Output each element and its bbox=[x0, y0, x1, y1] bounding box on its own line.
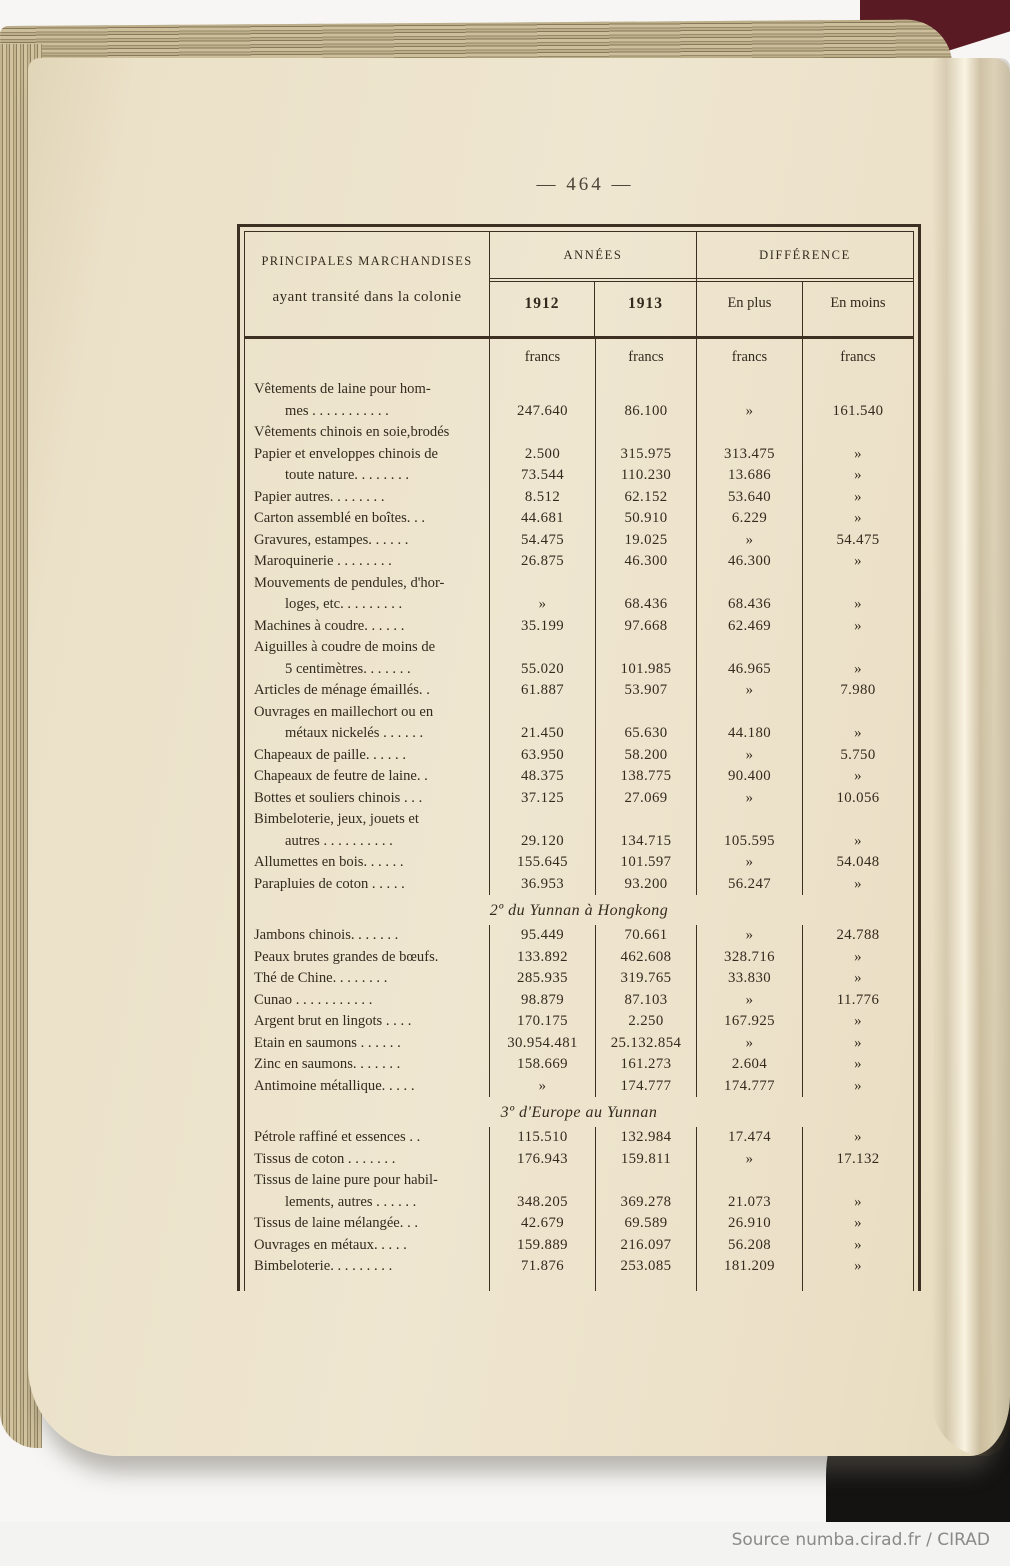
value-1913: 46.300 bbox=[596, 551, 697, 573]
value-1912: 155.645 bbox=[490, 852, 596, 874]
value-en-moins: » bbox=[854, 1258, 862, 1274]
value-en-moins: 10.056 bbox=[836, 789, 880, 806]
value-1912: 71.876 bbox=[490, 1256, 596, 1278]
header-years-title: ANNÉES bbox=[563, 247, 623, 262]
value-en-plus: 90.400 bbox=[697, 766, 803, 788]
row-label: Argent brut en lingots . . . . bbox=[245, 1011, 490, 1033]
table-bottom-spacer bbox=[596, 1278, 697, 1291]
value-1912 bbox=[490, 379, 596, 401]
row-label: Tissus de laine pure pour habil- bbox=[245, 1170, 490, 1192]
header-en-moins: En moins bbox=[830, 295, 886, 311]
value-en-moins: 7.980 bbox=[840, 682, 876, 698]
unit-cell-moins: francs bbox=[840, 349, 876, 365]
value-1912: 29.120 bbox=[490, 831, 596, 853]
row-label: Carton assemblé en boîtes. . . bbox=[245, 508, 490, 530]
table-bottom-spacer bbox=[490, 1278, 596, 1291]
row-label: Papier autres. . . . . . . . bbox=[245, 487, 490, 509]
value-1912: 158.669 bbox=[490, 1054, 596, 1076]
value-1912: 37.125 bbox=[490, 788, 596, 810]
value-en-moins: » bbox=[854, 725, 862, 741]
row-label: Gravures, estampes. . . . . . bbox=[245, 530, 490, 552]
value-en-plus: 13.686 bbox=[697, 465, 803, 487]
value-1912 bbox=[490, 1170, 596, 1192]
value-en-plus: 68.436 bbox=[697, 594, 803, 616]
value-1912: 61.887 bbox=[490, 680, 596, 702]
row-label: Allumettes en bois. . . . . . bbox=[245, 852, 490, 874]
value-1912: » bbox=[490, 594, 596, 616]
value-en-moins: 161.540 bbox=[832, 402, 884, 419]
value-1913: 93.200 bbox=[596, 874, 697, 896]
value-en-plus bbox=[697, 702, 803, 724]
value-1913: 315.975 bbox=[596, 444, 697, 466]
value-en-moins: » bbox=[854, 445, 862, 462]
page-fold bbox=[932, 58, 1010, 1456]
table-bottom-spacer bbox=[697, 1278, 803, 1291]
value-1913: 69.589 bbox=[596, 1213, 697, 1235]
value-en-plus: 62.469 bbox=[697, 616, 803, 638]
value-1912: 36.953 bbox=[490, 874, 596, 896]
value-en-moins: » bbox=[854, 596, 862, 612]
bottom-strip bbox=[0, 1522, 1010, 1566]
value-1913 bbox=[596, 422, 697, 444]
value-1913: 101.985 bbox=[596, 659, 697, 681]
value-1913 bbox=[596, 573, 697, 595]
row-label: Cunao . . . . . . . . . . . bbox=[245, 990, 490, 1012]
value-en-moins: 54.475 bbox=[836, 531, 880, 548]
value-1912: 35.199 bbox=[490, 616, 596, 638]
value-en-plus bbox=[697, 379, 803, 401]
value-en-moins: » bbox=[854, 488, 862, 505]
unit-cell-plus: francs bbox=[697, 339, 803, 379]
value-en-moins: » bbox=[854, 1215, 862, 1231]
value-1912 bbox=[490, 637, 596, 659]
value-1912: 8.512 bbox=[490, 487, 596, 509]
book-page bbox=[28, 58, 1010, 1456]
header-merchandise-line2: ayant transité dans la colonie bbox=[272, 289, 462, 305]
value-en-plus: 181.209 bbox=[697, 1256, 803, 1278]
row-label: Ouvrages en maillechort ou en bbox=[245, 702, 490, 724]
header-merchandise bbox=[245, 232, 490, 336]
row-label: Ouvrages en métaux. . . . . bbox=[245, 1235, 490, 1257]
value-en-moins bbox=[803, 809, 913, 831]
value-1913: 68.436 bbox=[596, 594, 697, 616]
value-en-plus: » bbox=[697, 745, 803, 767]
value-1913: 462.608 bbox=[596, 947, 697, 969]
row-label: loges, etc. . . . . . . . . bbox=[245, 594, 490, 616]
value-en-plus: 21.073 bbox=[697, 1192, 803, 1214]
value-en-moins: » bbox=[854, 1193, 862, 1210]
value-1913: 25.132.854 bbox=[596, 1033, 697, 1055]
value-en-plus: 328.716 bbox=[697, 947, 803, 969]
value-en-plus: 17.474 bbox=[697, 1127, 803, 1149]
value-en-plus: 167.925 bbox=[697, 1011, 803, 1033]
row-label: Pétrole raffiné et essences . . bbox=[245, 1127, 490, 1149]
row-label: Maroquinerie . . . . . . . . bbox=[245, 551, 490, 573]
header-difference-group bbox=[696, 232, 913, 336]
value-1912 bbox=[490, 702, 596, 724]
header-merchandise-line1: PRINCIPALES MARCHANDISES bbox=[261, 254, 473, 268]
value-en-plus bbox=[697, 637, 803, 659]
value-1912 bbox=[490, 422, 596, 444]
row-label: Thé de Chine. . . . . . . . bbox=[245, 968, 490, 990]
value-en-plus: » bbox=[697, 852, 803, 874]
value-1913: 53.907 bbox=[596, 680, 697, 702]
value-1913 bbox=[596, 379, 697, 401]
value-en-plus: 44.180 bbox=[697, 723, 803, 745]
value-en-plus bbox=[697, 573, 803, 595]
header-year-1912: 1912 bbox=[490, 282, 595, 336]
unit-cell-empty bbox=[245, 339, 490, 379]
row-label: Parapluies de coton . . . . . bbox=[245, 874, 490, 896]
value-1913: 50.910 bbox=[596, 508, 697, 530]
value-1913: 70.661 bbox=[596, 925, 697, 947]
row-label: Tissus de laine mélangée. . . bbox=[245, 1213, 490, 1235]
value-1913: 138.775 bbox=[596, 766, 697, 788]
value-1912: » bbox=[490, 1076, 596, 1098]
value-en-moins: » bbox=[854, 970, 862, 986]
value-en-moins bbox=[803, 702, 913, 724]
value-1912: 170.175 bbox=[490, 1011, 596, 1033]
value-en-plus: 46.300 bbox=[697, 551, 803, 573]
value-en-plus: 6.229 bbox=[697, 508, 803, 530]
section-title: 3º d'Europe au Yunnan bbox=[500, 1104, 658, 1121]
value-1912: 133.892 bbox=[490, 947, 596, 969]
value-1912: 2.500 bbox=[490, 444, 596, 466]
row-label: Mouvements de pendules, d'hor- bbox=[245, 573, 490, 595]
value-en-moins: » bbox=[854, 617, 862, 634]
value-1912 bbox=[490, 573, 596, 595]
value-en-plus: 174.777 bbox=[697, 1076, 803, 1098]
value-1913: 19.025 bbox=[596, 530, 697, 552]
value-1912: 98.879 bbox=[490, 990, 596, 1012]
value-en-moins bbox=[803, 1170, 913, 1192]
value-en-plus: » bbox=[697, 990, 803, 1012]
value-1912: 115.510 bbox=[490, 1127, 596, 1149]
value-1912: 159.889 bbox=[490, 1235, 596, 1257]
value-1912: 348.205 bbox=[490, 1192, 596, 1214]
value-1913: 97.668 bbox=[596, 616, 697, 638]
value-en-plus bbox=[697, 422, 803, 444]
value-1913: 253.085 bbox=[596, 1256, 697, 1278]
value-1913: 86.100 bbox=[596, 401, 697, 423]
row-label: Bimbeloterie, jeux, jouets et bbox=[245, 809, 490, 831]
row-label: Aiguilles à coudre de moins de bbox=[245, 637, 490, 659]
transit-table bbox=[237, 224, 921, 1291]
value-en-moins: » bbox=[854, 467, 862, 483]
value-en-plus: 2.604 bbox=[697, 1054, 803, 1076]
value-en-plus: 53.640 bbox=[697, 487, 803, 509]
value-1913: 101.597 bbox=[596, 852, 697, 874]
row-label: Zinc en saumons. . . . . . . bbox=[245, 1054, 490, 1076]
value-1913: 27.069 bbox=[596, 788, 697, 810]
value-1912: 44.681 bbox=[490, 508, 596, 530]
row-label: Papier et enveloppes chinois de bbox=[245, 444, 490, 466]
value-1913 bbox=[596, 637, 697, 659]
row-label: Antimoine métallique. . . . . bbox=[245, 1076, 490, 1098]
value-1912: 21.450 bbox=[490, 723, 596, 745]
value-1912: 30.954.481 bbox=[490, 1033, 596, 1055]
value-en-plus: » bbox=[697, 925, 803, 947]
row-label: métaux nickelés . . . . . . bbox=[245, 723, 490, 745]
header-difference-title: DIFFÉRENCE bbox=[759, 247, 851, 262]
source-credit: Source numba.cirad.fr / CIRAD bbox=[731, 1530, 990, 1550]
value-1913: 161.273 bbox=[596, 1054, 697, 1076]
value-en-moins: 54.048 bbox=[836, 854, 880, 870]
value-1913: 134.715 bbox=[596, 831, 697, 853]
value-1912: 55.020 bbox=[490, 659, 596, 681]
value-en-plus: » bbox=[697, 530, 803, 552]
value-en-plus: » bbox=[697, 788, 803, 810]
section-title: 2º du Yunnan à Hongkong bbox=[489, 902, 669, 919]
value-en-moins: » bbox=[854, 510, 862, 526]
value-1912: 73.544 bbox=[490, 465, 596, 487]
value-1912: 285.935 bbox=[490, 968, 596, 990]
value-1913 bbox=[596, 702, 697, 724]
value-en-plus: 33.830 bbox=[697, 968, 803, 990]
row-label: mes . . . . . . . . . . . bbox=[245, 401, 490, 423]
value-en-moins bbox=[803, 379, 913, 401]
value-en-plus bbox=[697, 1170, 803, 1192]
value-en-moins: » bbox=[854, 948, 862, 965]
value-1913: 2.250 bbox=[596, 1011, 697, 1033]
header-en-plus: En plus bbox=[697, 282, 803, 336]
value-en-moins: » bbox=[854, 1056, 862, 1072]
value-en-plus: » bbox=[697, 1033, 803, 1055]
value-1912: 54.475 bbox=[490, 530, 596, 552]
value-1913: 174.777 bbox=[596, 1076, 697, 1098]
value-en-plus: 56.208 bbox=[697, 1235, 803, 1257]
value-en-moins: » bbox=[854, 1129, 862, 1145]
value-en-plus: 56.247 bbox=[697, 874, 803, 896]
value-1913: 87.103 bbox=[596, 990, 697, 1012]
row-label: Chapeaux de feutre de laine. . bbox=[245, 766, 490, 788]
value-en-moins bbox=[803, 573, 913, 595]
row-label: lements, autres . . . . . . bbox=[245, 1192, 490, 1214]
value-1913: 369.278 bbox=[596, 1192, 697, 1214]
value-en-plus: 26.910 bbox=[697, 1213, 803, 1235]
value-1913: 216.097 bbox=[596, 1235, 697, 1257]
row-label: Vêtements chinois en soie,brodés bbox=[245, 422, 490, 444]
value-1913 bbox=[596, 809, 697, 831]
value-en-plus: » bbox=[697, 401, 803, 423]
value-en-moins bbox=[803, 637, 913, 659]
row-label: 5 centimètres. . . . . . . bbox=[245, 659, 490, 681]
row-label: Bottes et souliers chinois . . . bbox=[245, 788, 490, 810]
row-label: Machines à coudre. . . . . . bbox=[245, 616, 490, 638]
table-bottom-spacer bbox=[803, 1278, 913, 1291]
value-en-plus: 46.965 bbox=[697, 659, 803, 681]
value-en-moins: 24.788 bbox=[836, 927, 880, 943]
page-number: — 464 — bbox=[536, 174, 634, 195]
value-en-moins: » bbox=[854, 1236, 862, 1253]
value-1913: 110.230 bbox=[596, 465, 697, 487]
value-1912: 63.950 bbox=[490, 745, 596, 767]
transit-table-grid bbox=[245, 232, 913, 1291]
value-1913: 159.811 bbox=[596, 1149, 697, 1171]
value-en-moins: » bbox=[854, 1013, 862, 1029]
value-en-moins: » bbox=[854, 832, 862, 849]
value-en-moins: 5.750 bbox=[840, 746, 876, 763]
value-1912: 95.449 bbox=[490, 925, 596, 947]
value-1913: 58.200 bbox=[596, 745, 697, 767]
value-en-plus: » bbox=[697, 680, 803, 702]
row-label: Articles de ménage émaillés. . bbox=[245, 680, 490, 702]
table-bottom-spacer bbox=[245, 1278, 490, 1291]
row-label: Peaux brutes grandes de bœufs. bbox=[245, 947, 490, 969]
row-label: autres . . . . . . . . . . bbox=[245, 831, 490, 853]
value-1913 bbox=[596, 1170, 697, 1192]
row-label: toute nature. . . . . . . . bbox=[245, 465, 490, 487]
unit-cell-1912: francs bbox=[490, 339, 596, 379]
value-1912: 247.640 bbox=[490, 401, 596, 423]
row-label: Bimbeloterie. . . . . . . . . bbox=[245, 1256, 490, 1278]
value-1912 bbox=[490, 809, 596, 831]
value-1912: 176.943 bbox=[490, 1149, 596, 1171]
value-1912: 42.679 bbox=[490, 1213, 596, 1235]
value-en-plus bbox=[697, 809, 803, 831]
value-en-moins: » bbox=[854, 875, 862, 892]
value-en-plus: 105.595 bbox=[697, 831, 803, 853]
value-en-moins: 17.132 bbox=[836, 1150, 880, 1167]
value-en-moins: » bbox=[854, 768, 862, 784]
value-1913: 65.630 bbox=[596, 723, 697, 745]
row-label: Chapeaux de paille. . . . . . bbox=[245, 745, 490, 767]
value-en-moins: » bbox=[854, 1034, 862, 1051]
row-label: Vêtements de laine pour hom- bbox=[245, 379, 490, 401]
value-1912: 48.375 bbox=[490, 766, 596, 788]
value-1912: 26.875 bbox=[490, 551, 596, 573]
value-en-moins: » bbox=[854, 660, 862, 677]
value-1913: 319.765 bbox=[596, 968, 697, 990]
value-en-moins: » bbox=[854, 553, 862, 569]
row-label: Jambons chinois. . . . . . . bbox=[245, 925, 490, 947]
value-en-moins: » bbox=[854, 1077, 862, 1094]
header-years-group bbox=[490, 232, 697, 336]
row-label: Etain en saumons . . . . . . bbox=[245, 1033, 490, 1055]
value-1913: 62.152 bbox=[596, 487, 697, 509]
value-en-moins bbox=[803, 422, 913, 444]
header-year-1913: 1913 bbox=[628, 295, 664, 312]
value-1913: 132.984 bbox=[596, 1127, 697, 1149]
unit-cell-1913: francs bbox=[596, 339, 697, 379]
value-en-moins: 11.776 bbox=[836, 991, 880, 1008]
value-en-plus: » bbox=[697, 1149, 803, 1171]
row-label: Tissus de coton . . . . . . . bbox=[245, 1149, 490, 1171]
value-en-plus: 313.475 bbox=[697, 444, 803, 466]
